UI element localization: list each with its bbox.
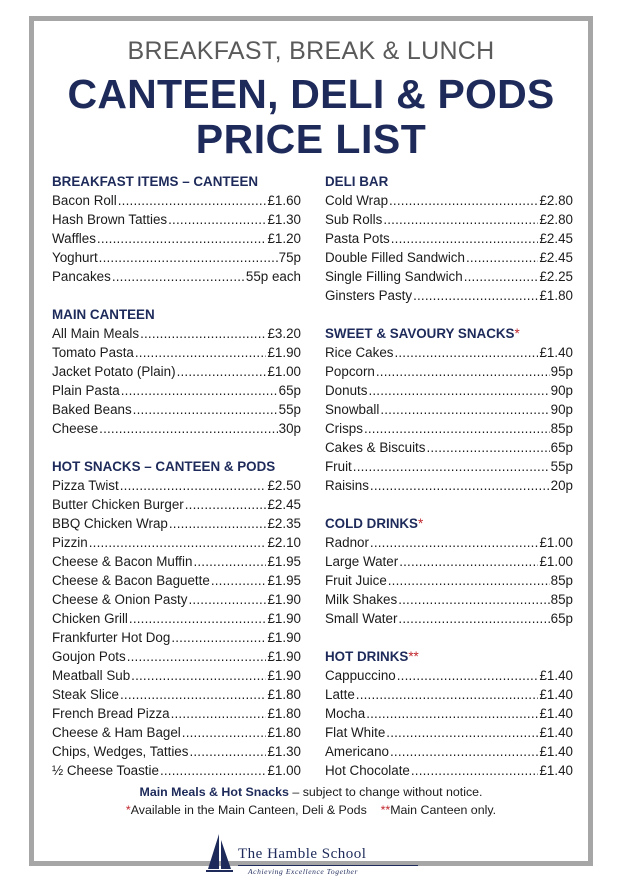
menu-item xyxy=(52,704,301,723)
dot-leader xyxy=(140,324,266,343)
menu-item xyxy=(325,210,573,229)
footnote-double-star: ** xyxy=(380,803,391,817)
dot-leader xyxy=(160,761,267,780)
menu-item-price: £1.90 xyxy=(267,668,301,683)
school-name: The Hamble School xyxy=(238,846,367,862)
dot-leader xyxy=(135,343,267,362)
menu-item-name: Rice Cakes xyxy=(325,345,394,360)
menu-item-name: Fruit xyxy=(325,459,352,474)
menu-item-name: Steak Slice xyxy=(52,687,119,702)
menu-item-name: Waffles xyxy=(52,231,96,246)
menu-item-price: 65p xyxy=(550,440,573,455)
menu-item-price: £1.80 xyxy=(267,706,301,721)
menu-item xyxy=(325,362,573,381)
section-hot-drinks xyxy=(325,647,573,780)
menu-item-price: £2.10 xyxy=(267,535,301,550)
menu-item-price: £1.30 xyxy=(267,744,301,759)
right-column xyxy=(325,172,573,780)
dot-leader xyxy=(177,362,267,381)
menu-item xyxy=(52,210,301,229)
menu-item-price: £1.60 xyxy=(267,193,301,208)
menu-item-price: £1.90 xyxy=(267,630,301,645)
footnote-star: * xyxy=(125,803,131,817)
menu-item-name: Cheese & Bacon Muffin xyxy=(52,554,193,569)
menu-item-price: £1.40 xyxy=(539,744,573,759)
dot-leader xyxy=(399,552,538,571)
menu-item-name: Popcorn xyxy=(325,364,375,379)
menu-item-price: 85p xyxy=(550,421,573,436)
dot-leader xyxy=(118,191,267,210)
dot-leader xyxy=(388,571,550,590)
dot-leader xyxy=(391,229,539,248)
menu-item-price: £2.50 xyxy=(267,478,301,493)
menu-item-name: Flat White xyxy=(325,725,386,740)
menu-item-price: £2.80 xyxy=(539,193,573,208)
menu-item-name: Chicken Grill xyxy=(52,611,128,626)
menu-item-name: Cheese xyxy=(52,421,99,436)
footer-note-bold: Main Meals & Hot Snacks xyxy=(139,785,289,799)
section-spacer xyxy=(52,438,301,457)
menu-item-name: Pizza Twist xyxy=(52,478,119,493)
menu-item xyxy=(325,457,573,476)
school-tagline: Achieving Excellence Together xyxy=(248,867,358,876)
page-title-line1: CANTEEN, DELI & PODS xyxy=(67,71,555,117)
dot-leader xyxy=(193,552,266,571)
menu-item-name: Cheese & Ham Bagel xyxy=(52,725,181,740)
menu-item-name: Pancakes xyxy=(52,269,111,284)
dot-leader xyxy=(368,381,549,400)
menu-item-price: £1.00 xyxy=(267,763,301,778)
menu-item xyxy=(325,666,573,685)
menu-item-name: Radnor xyxy=(325,535,369,550)
section-title xyxy=(52,172,301,191)
dot-leader xyxy=(120,476,267,495)
footnote-double-star-text: Main Canteen only. xyxy=(390,803,497,817)
menu-item xyxy=(52,666,301,685)
dot-leader xyxy=(168,210,266,229)
menu-item xyxy=(52,647,301,666)
menu-item xyxy=(52,571,301,590)
menu-item-price: £1.40 xyxy=(539,725,573,740)
menu-item xyxy=(325,552,573,571)
section-cold-drinks xyxy=(325,514,573,628)
menu-item-name: Pasta Pots xyxy=(325,231,390,246)
sail-icon xyxy=(206,834,234,874)
section-title-text: COLD DRINKS xyxy=(325,516,418,531)
menu-item-price: 90p xyxy=(550,383,573,398)
menu-item xyxy=(52,723,301,742)
menu-item-name: Bacon Roll xyxy=(52,193,117,208)
menu-item xyxy=(325,533,573,552)
menu-item-price: 55p xyxy=(278,402,301,417)
menu-item-price: 85p xyxy=(550,592,573,607)
menu-item xyxy=(52,742,301,761)
menu-item-name: Donuts xyxy=(325,383,368,398)
menu-item-price: 20p xyxy=(550,478,573,493)
menu-item-price: £1.90 xyxy=(267,345,301,360)
section-title-text: HOT SNACKS – CANTEEN & PODS xyxy=(52,459,276,474)
menu-item-price: £2.45 xyxy=(539,250,573,265)
dot-leader xyxy=(370,476,550,495)
dot-leader xyxy=(376,362,550,381)
menu-item xyxy=(52,267,301,286)
dot-leader xyxy=(133,400,278,419)
dot-leader xyxy=(464,267,539,286)
menu-item-price: £1.95 xyxy=(267,573,301,588)
menu-item xyxy=(52,362,301,381)
dot-leader xyxy=(398,590,549,609)
dot-leader xyxy=(171,628,266,647)
menu-item xyxy=(325,267,573,286)
menu-item-price: £2.25 xyxy=(539,269,573,284)
left-column xyxy=(52,172,301,780)
menu-item xyxy=(325,400,573,419)
dot-leader xyxy=(466,248,539,267)
menu-item-name: Hot Chocolate xyxy=(325,763,410,778)
dot-leader xyxy=(97,229,267,248)
menu-item xyxy=(52,476,301,495)
dot-leader xyxy=(185,495,267,514)
menu-item xyxy=(52,381,301,400)
menu-item xyxy=(325,381,573,400)
menu-item-price: £1.40 xyxy=(539,763,573,778)
menu-item-name: Cheese & Bacon Baguette xyxy=(52,573,210,588)
menu-item-price: £1.90 xyxy=(267,592,301,607)
section-title-marker: * xyxy=(514,326,520,341)
menu-item-name: Butter Chicken Burger xyxy=(52,497,184,512)
dot-leader xyxy=(383,210,538,229)
menu-item xyxy=(325,685,573,704)
menu-item-price: £1.80 xyxy=(267,725,301,740)
menu-item xyxy=(325,248,573,267)
menu-item-name: French Bread Pizza xyxy=(52,706,170,721)
menu-item-name: Sub Rolls xyxy=(325,212,383,227)
school-logo xyxy=(206,834,421,876)
dot-leader xyxy=(389,191,538,210)
dot-leader xyxy=(121,381,278,400)
menu-item-name: Milk Shakes xyxy=(325,592,398,607)
menu-item-price: £1.40 xyxy=(539,668,573,683)
menu-item xyxy=(52,400,301,419)
menu-item xyxy=(52,533,301,552)
dot-leader xyxy=(171,704,267,723)
dot-leader xyxy=(413,286,538,305)
menu-item-name: Small Water xyxy=(325,611,398,626)
section-title-text: HOT DRINKS xyxy=(325,649,409,664)
logo-divider xyxy=(238,865,418,866)
dot-leader xyxy=(390,742,538,761)
dot-leader xyxy=(426,438,549,457)
dot-leader xyxy=(380,400,549,419)
menu-item xyxy=(325,476,573,495)
menu-item xyxy=(325,704,573,723)
dot-leader xyxy=(131,666,266,685)
section-main-canteen xyxy=(52,305,301,438)
menu-item-price: 75p xyxy=(278,250,301,265)
section-spacer xyxy=(325,305,573,324)
menu-item xyxy=(52,609,301,628)
menu-item-name: Americano xyxy=(325,744,390,759)
section-title-text: MAIN CANTEEN xyxy=(52,307,155,322)
menu-item xyxy=(52,191,301,210)
menu-item-price: £2.45 xyxy=(539,231,573,246)
menu-item-price: 30p xyxy=(278,421,301,436)
menu-item xyxy=(52,514,301,533)
menu-item-name: Fruit Juice xyxy=(325,573,387,588)
menu-item-name: Goujon Pots xyxy=(52,649,126,664)
section-spacer xyxy=(325,628,573,647)
dot-leader xyxy=(353,457,550,476)
dot-leader xyxy=(99,248,278,267)
menu-item xyxy=(325,419,573,438)
dot-leader xyxy=(386,723,538,742)
section-sweet-savoury-snacks xyxy=(325,324,573,495)
section-title-text: BREAKFAST ITEMS – CANTEEN xyxy=(52,174,259,189)
dot-leader xyxy=(182,723,267,742)
menu-item xyxy=(52,590,301,609)
menu-item-name: Raisins xyxy=(325,478,369,493)
dot-leader xyxy=(99,419,278,438)
menu-item-price: £2.45 xyxy=(267,497,301,512)
menu-item-name: Cappuccino xyxy=(325,668,396,683)
dot-leader xyxy=(394,343,538,362)
menu-item-name: Hash Brown Tatties xyxy=(52,212,168,227)
menu-item-price: £1.80 xyxy=(539,288,573,303)
menu-item-name: Frankfurter Hot Dog xyxy=(52,630,171,645)
menu-item xyxy=(325,286,573,305)
section-title xyxy=(52,305,301,324)
menu-item xyxy=(325,438,573,457)
dot-leader xyxy=(89,533,267,552)
menu-item-name: Cakes & Biscuits xyxy=(325,440,426,455)
menu-item xyxy=(325,609,573,628)
menu-item xyxy=(325,229,573,248)
menu-item-name: Meatball Sub xyxy=(52,668,131,683)
menu-item-name: Plain Pasta xyxy=(52,383,120,398)
menu-item-price: £1.95 xyxy=(267,554,301,569)
section-title xyxy=(325,324,573,343)
section-title-marker: ** xyxy=(408,649,419,664)
menu-item-price: £1.90 xyxy=(267,611,301,626)
menu-item-name: Cheese & Onion Pasty xyxy=(52,592,188,607)
menu-item-name: Pizzin xyxy=(52,535,88,550)
menu-item-name: Chips, Wedges, Tatties xyxy=(52,744,189,759)
menu-item-price: 90p xyxy=(550,402,573,417)
section-title xyxy=(52,457,301,476)
menu-item xyxy=(325,742,573,761)
menu-item-name: Crisps xyxy=(325,421,363,436)
dot-leader xyxy=(398,609,549,628)
footer-note xyxy=(0,785,622,799)
menu-item xyxy=(52,419,301,438)
menu-item xyxy=(52,324,301,343)
menu-item xyxy=(52,495,301,514)
dot-leader xyxy=(188,590,266,609)
menu-item-price: £2.80 xyxy=(539,212,573,227)
menu-item xyxy=(325,590,573,609)
menu-item xyxy=(52,343,301,362)
menu-item-name: Snowball xyxy=(325,402,380,417)
menu-item-price: £1.40 xyxy=(539,706,573,721)
menu-item-price: £1.30 xyxy=(267,212,301,227)
page-title-line2: PRICE LIST xyxy=(195,116,427,162)
menu-item-price: 55p xyxy=(550,459,573,474)
section-breakfast-items-canteen xyxy=(52,172,301,286)
menu-item-name: Ginsters Pasty xyxy=(325,288,413,303)
dot-leader xyxy=(127,647,267,666)
menu-item-price: £3.20 xyxy=(267,326,301,341)
dot-leader xyxy=(211,571,267,590)
dot-leader xyxy=(411,761,539,780)
menu-item-name: Double Filled Sandwich xyxy=(325,250,465,265)
menu-item-name: Cold Wrap xyxy=(325,193,389,208)
dot-leader xyxy=(120,685,266,704)
menu-item-price: £1.90 xyxy=(267,649,301,664)
menu-item-price: £1.00 xyxy=(539,554,573,569)
menu-item xyxy=(52,628,301,647)
menu-item xyxy=(52,552,301,571)
section-hot-snacks-canteen-pods xyxy=(52,457,301,780)
menu-item-price: 85p xyxy=(550,573,573,588)
section-deli-bar xyxy=(325,172,573,305)
menu-item-name: Jacket Potato (Plain) xyxy=(52,364,176,379)
menu-item-price: 55p each xyxy=(245,269,301,284)
menu-item-name: All Main Meals xyxy=(52,326,140,341)
section-spacer xyxy=(52,286,301,305)
menu-item-price: £1.40 xyxy=(539,345,573,360)
menu-item-price: 95p xyxy=(550,364,573,379)
menu-item-name: Latte xyxy=(325,687,355,702)
dot-leader xyxy=(364,419,550,438)
dot-leader xyxy=(129,609,267,628)
footer-note-rest: – subject to change without notice. xyxy=(288,785,483,799)
menu-item-name: Yoghurt xyxy=(52,250,98,265)
dot-leader xyxy=(112,267,245,286)
menu-item-name: BBQ Chicken Wrap xyxy=(52,516,168,531)
menu-item-name: Mocha xyxy=(325,706,366,721)
menu-item-price: £1.40 xyxy=(539,687,573,702)
dot-leader xyxy=(370,533,539,552)
section-title xyxy=(325,172,573,191)
menu-item-name: Tomato Pasta xyxy=(52,345,134,360)
menu-item-price: £1.00 xyxy=(267,364,301,379)
menu-item xyxy=(52,685,301,704)
menu-item-price: 65p xyxy=(278,383,301,398)
section-spacer xyxy=(325,495,573,514)
menu-item-price: £1.00 xyxy=(539,535,573,550)
menu-item-price: 65p xyxy=(550,611,573,626)
menu-item-price: £2.35 xyxy=(267,516,301,531)
menu-item-price: £1.80 xyxy=(267,687,301,702)
section-title-text: DELI BAR xyxy=(325,174,389,189)
page-subtitle: BREAKFAST, BREAK & LUNCH xyxy=(127,37,495,65)
menu-item xyxy=(52,248,301,267)
menu-item xyxy=(325,723,573,742)
dot-leader xyxy=(366,704,538,723)
section-title xyxy=(325,647,573,666)
dot-leader xyxy=(189,742,266,761)
footer-availability xyxy=(0,803,622,817)
menu-item xyxy=(325,191,573,210)
menu-item-name: Baked Beans xyxy=(52,402,132,417)
menu-item-price: £1.20 xyxy=(267,231,301,246)
section-title xyxy=(325,514,573,533)
menu-item-name: Large Water xyxy=(325,554,399,569)
menu-item xyxy=(325,571,573,590)
menu-item xyxy=(52,761,301,780)
menu-item-name: ½ Cheese Toastie xyxy=(52,763,159,778)
menu-item xyxy=(325,761,573,780)
dot-leader xyxy=(169,514,267,533)
menu-item xyxy=(325,343,573,362)
section-title-marker: * xyxy=(418,516,424,531)
dot-leader xyxy=(356,685,539,704)
dot-leader xyxy=(397,666,539,685)
footnote-star-text: Available in the Main Canteen, Deli & Pods xyxy=(130,803,367,817)
section-title-text: SWEET & SAVOURY SNACKS xyxy=(325,326,515,341)
menu-item xyxy=(52,229,301,248)
menu-item-name: Single Filling Sandwich xyxy=(325,269,463,284)
